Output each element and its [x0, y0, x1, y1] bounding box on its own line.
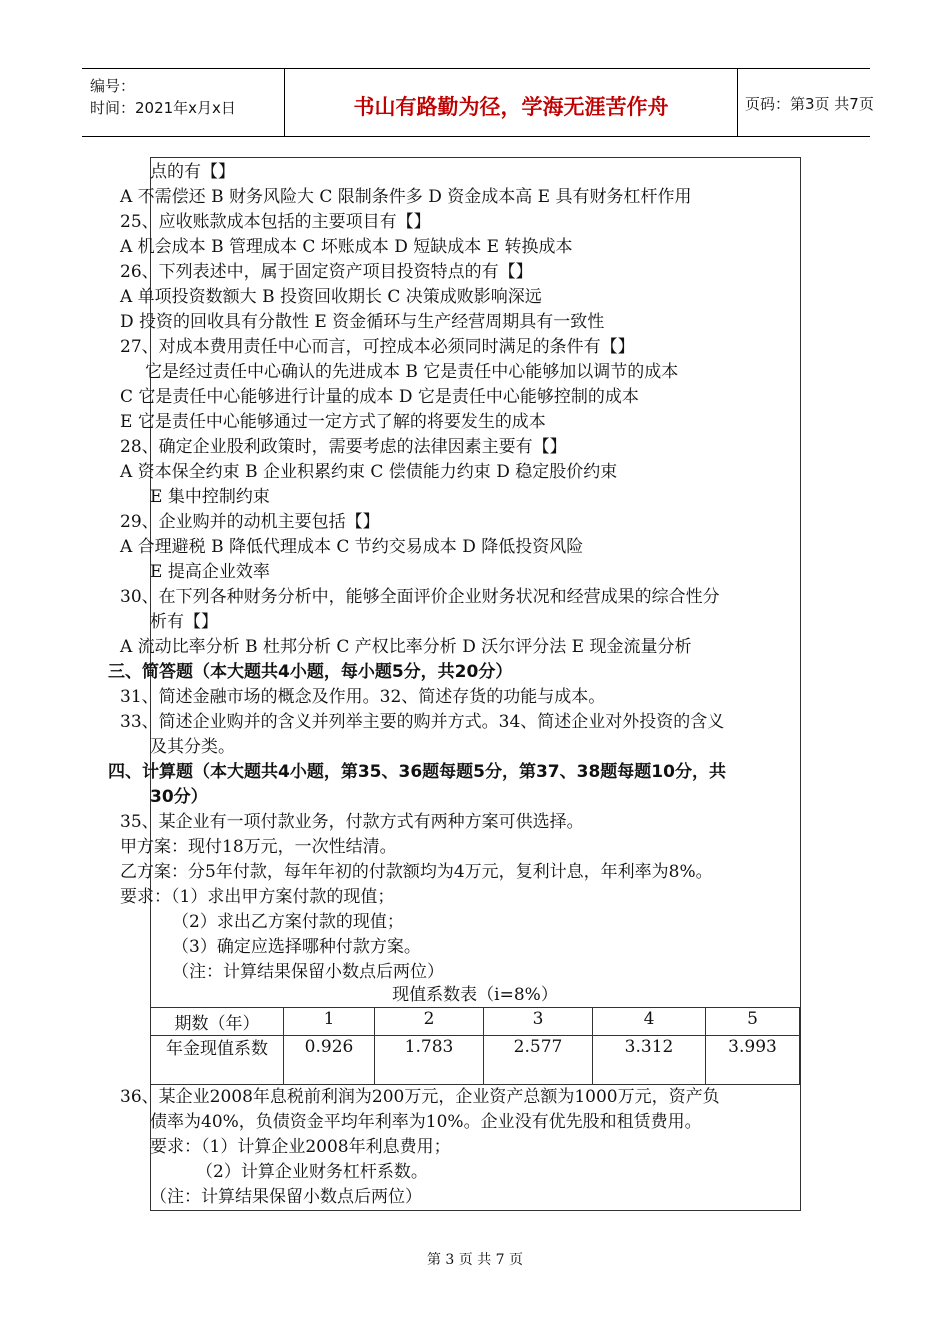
serial-label: 编号： — [90, 77, 136, 95]
table-cell: 2 — [375, 1008, 484, 1036]
text-line: E 它是责任中心能够通过一定方式了解的将要发生的成本 — [120, 412, 546, 432]
text-line: A 机会成本 B 管理成本 C 坏账成本 D 短缺成本 E 转换成本 — [120, 237, 573, 257]
question-25: 25、应收账款成本包括的主要项目有【】 — [120, 212, 431, 232]
text-line: 要求：（1）计算企业2008年利息费用； — [150, 1137, 451, 1157]
table-caption: 现值系数表（i=8%） — [392, 985, 558, 1005]
text-line: 33、简述企业购并的含义并列举主要的购并方式。34、简述企业对外投资的含义 — [120, 712, 725, 732]
text-line: A 单项投资数额大 B 投资回收期长 C 决策成败影响深远 — [120, 287, 542, 307]
question-36: 36、某企业2008年息税前利润为200万元，企业资产总额为1000万元，资产负 — [120, 1087, 720, 1107]
table-cell: 3.993 — [706, 1036, 800, 1085]
question-29: 29、企业购并的动机主要包括【】 — [120, 512, 380, 532]
text-line: E 集中控制约束 — [150, 487, 270, 507]
table-row — [151, 1036, 800, 1085]
text-line: （注：计算结果保留小数点后两位） — [172, 962, 444, 982]
page-header — [82, 68, 874, 137]
text-line: D 投资的回收具有分散性 E 资金循环与生产经营周期具有一致性 — [120, 312, 605, 332]
table-cell: 2.577 — [484, 1036, 593, 1085]
page-footer: 第 3 页 共 7 页 — [426, 1252, 524, 1268]
question-26: 26、下列表述中，属于固定资产项目投资特点的有【】 — [120, 262, 533, 282]
table-cell: 1.783 — [375, 1036, 484, 1085]
text-line: 及其分类。 — [150, 737, 235, 757]
question-30: 30、在下列各种财务分析中，能够全面评价企业财务状况和经营成果的综合性分 — [120, 587, 720, 607]
text-line: 它是经过责任中心确认的先进成本 B 它是责任中心能够加以调节的成本 — [145, 362, 679, 382]
text-line: C 它是责任中心能够进行计量的成本 D 它是责任中心能够控制的成本 — [120, 387, 639, 407]
table-cell: 3 — [484, 1008, 593, 1036]
text-line: （2）求出乙方案付款的现值； — [172, 912, 404, 932]
text-line: 点的有【】 — [150, 162, 235, 182]
header-page-cell — [737, 69, 874, 136]
text-line: A 流动比率分析 B 杜邦分析 C 产权比率分析 D 沃尔评分法 E 现金流量分析 — [120, 637, 692, 657]
section-heading-4-cont: 30分） — [150, 787, 208, 807]
text-line: E 提高企业效率 — [150, 562, 270, 582]
present-value-table — [150, 1007, 800, 1085]
motto: 书山有路勤为径，学海无涯苦作舟 — [353, 95, 669, 119]
table-cell: 年金现值系数 — [151, 1036, 284, 1085]
text-line: （3）确定应选择哪种付款方案。 — [172, 937, 421, 957]
text-line: A 不需偿还 B 财务风险大 C 限制条件多 D 资金成本高 E 具有财务杠杆作用 — [120, 187, 692, 207]
header-motto-cell — [284, 69, 738, 136]
text-line: （注：计算结果保留小数点后两位） — [150, 1187, 422, 1207]
header-meta — [82, 69, 284, 136]
text-line: 债率为40%，负债资金平均年利率为10%。企业没有优先股和租赁费用。 — [150, 1112, 702, 1132]
question-28: 28、确定企业股利政策时，需要考虑的法律因素主要有【】 — [120, 437, 567, 457]
section-heading-4: 四、计算题（本大题共4小题，第35、36题每题5分，第37、38题每题10分，共 — [108, 762, 726, 782]
table-cell: 1 — [284, 1008, 375, 1036]
table-cell: 期数（年） — [151, 1008, 284, 1036]
question-35: 35、某企业有一项付款业务，付款方式有两种方案可供选择。 — [120, 812, 584, 832]
page-label: 页码：第3页 共7页 — [745, 95, 874, 113]
text-line: 甲方案：现付18万元，一次性结清。 — [120, 837, 397, 857]
text-line: A 资本保全约束 B 企业积累约束 C 偿债能力约束 D 稳定股价约束 — [120, 462, 618, 482]
table-cell: 0.926 — [284, 1036, 375, 1085]
table-cell: 5 — [706, 1008, 800, 1036]
date-label: 时间：2021年x月x日 — [90, 99, 236, 117]
table-cell: 4 — [593, 1008, 706, 1036]
question-27: 27、对成本费用责任中心而言，可控成本必须同时满足的条件有【】 — [120, 337, 635, 357]
text-line: （2）计算企业财务杠杆系数。 — [196, 1162, 428, 1182]
table-row — [151, 1008, 800, 1036]
text-line: 31、简述金融市场的概念及作用。32、简述存货的功能与成本。 — [120, 687, 606, 707]
text-line: 析有【】 — [150, 612, 218, 632]
text-line: 乙方案：分5年付款，每年年初的付款额均为4万元，复利计息，年利率为8%。 — [120, 862, 713, 882]
section-heading-3: 三、简答题（本大题共4小题，每小题5分，共20分） — [108, 662, 513, 682]
text-line: A 合理避税 B 降低代理成本 C 节约交易成本 D 降低投资风险 — [120, 537, 584, 557]
text-line: 要求：（1）求出甲方案付款的现值； — [120, 887, 395, 907]
table-cell: 3.312 — [593, 1036, 706, 1085]
